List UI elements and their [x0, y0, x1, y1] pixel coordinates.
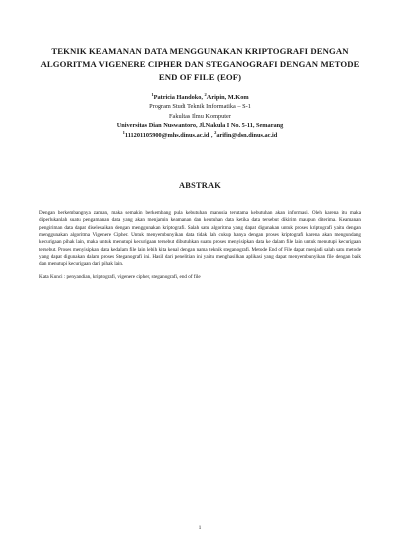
- abstract-body: Dengan berkembangnya zaman, maka semakin berkembang pula kebutuhan manusia terutama kebutuhan akan informasi. Oleh karena itu maka diperlukanlah suatu pengamanan data yang akan menjamin keamanan dan keutuhan data ketika data tersebut dikirim maupun diterima. Keamanan pengiriman data dapat diselesaikan dengan menggunakan kriptografi. Salah satu algoritma yang dapat digunakan untuk proses kriptografi yaitu dengan menggunakan algoritma Vigenere Cipher. Untuk menyembunyikan data tidak lah cukup hanya dengan proses kriptografi karena akan mengundang kecurigaan pihak lain, maka untuk menutupi kecurigaan tersebut dibutuhkan suatu proses menyisipkan data ke dalam file lain untuk menutupi kecurigaan tersebut. Proses menyisipkan data kedalam file lain lebih kita kenal dengan nama teknik steganografi. Metode End of File dapat menjadi salah satu metode yang dapat digunakan dalam proses Steganografi ini. Hasil dari penelitian ini yaitu menghasilkan aplikasi yang dapat menyembunyikan file dengan baik dan menutupi kecurigaan dari pihak lain.: [39, 210, 361, 268]
- university-address: Universitas Dian Nuswantoro, Jl.Nakula I No. 5-11, Semarang: [116, 122, 284, 130]
- email2: arifin@dsn.dinus.ac.id: [216, 131, 278, 139]
- faculty: Fakultas Ilmu Komputer: [169, 112, 231, 120]
- email1-mark: 1: [122, 129, 125, 135]
- email1: 111201105900@mhs.dinus.ac.id: [124, 131, 210, 139]
- study-program: Program Studi Teknik Informatika – S-1: [149, 103, 251, 111]
- author2-mark: 2: [204, 91, 207, 97]
- email2-mark: 2: [214, 129, 217, 135]
- author-block: [39, 93, 361, 140]
- author-names: [39, 93, 361, 102]
- author1-name: Patricia Handoko: [153, 94, 202, 101]
- author-emails: [39, 131, 361, 140]
- author-separator: ,: [201, 94, 205, 101]
- abstract-heading: ABSTRAK: [179, 181, 221, 191]
- page-number: 1: [198, 525, 202, 531]
- author2-name: Aripin, M.Kom: [206, 94, 249, 101]
- paper-title: TEKNIK KEAMANAN DATA MENGGUNAKAN KRIPTOGRAFI DENGAN ALGORITMA VIGENERE CIPHER DAN STEGANOGRAFI DENGAN METODE END OF FILE (EOF): [40, 46, 360, 82]
- email-separator: ,: [209, 131, 215, 139]
- author1-mark: 1: [151, 91, 154, 97]
- keywords: Kata Kunci : penyandian, kriptografi, vigenere cipher, steganografi, end of file: [39, 274, 201, 281]
